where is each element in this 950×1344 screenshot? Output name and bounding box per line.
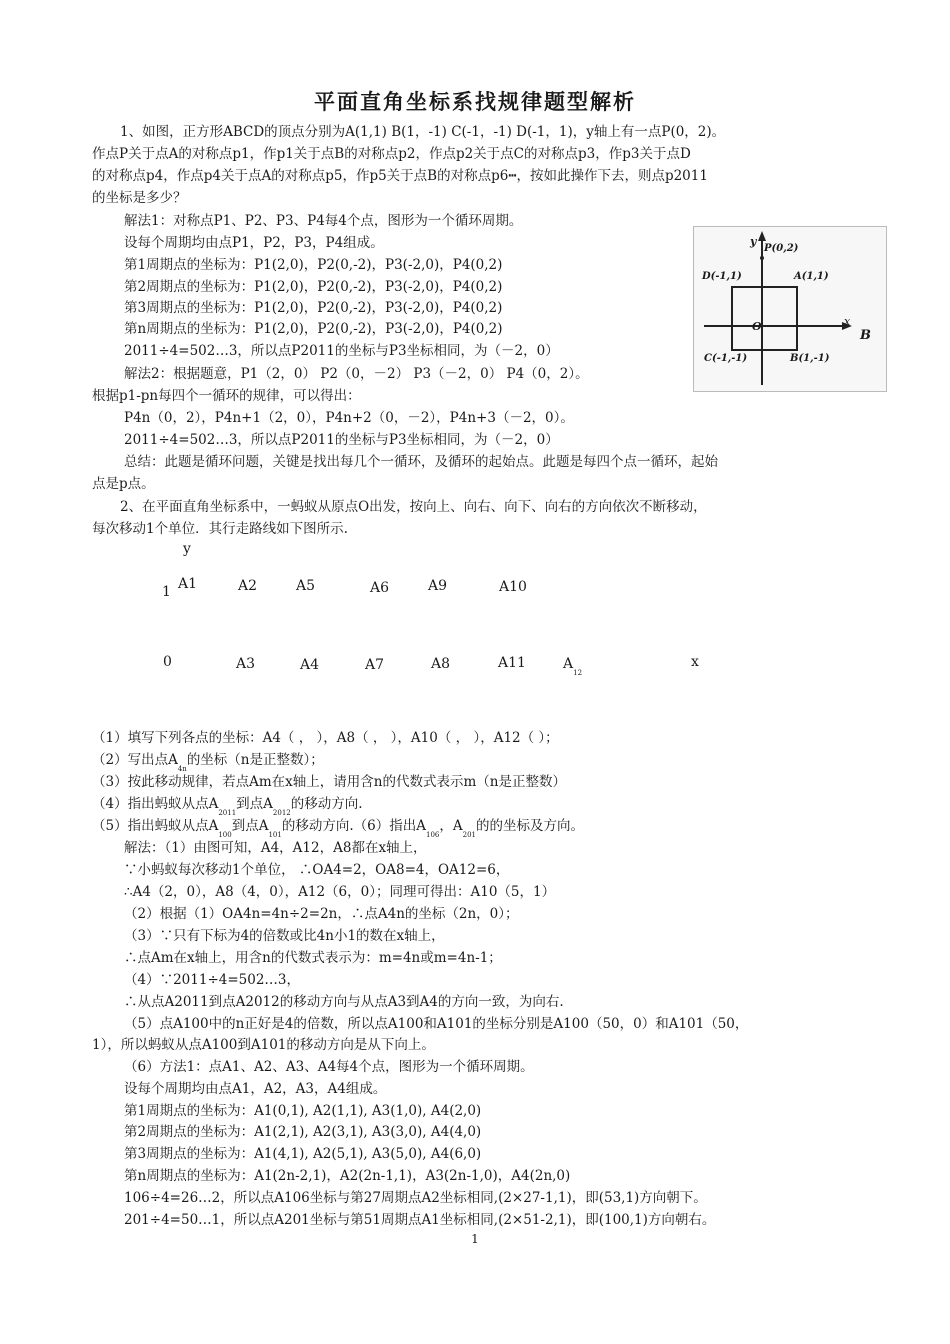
origin-label: 0	[163, 654, 172, 670]
y-axis-label: y	[750, 235, 757, 248]
text-line: 每次移动1个单位．其行走路线如下图所示.	[92, 521, 348, 537]
y-tick-one: 1	[162, 584, 171, 600]
point-a6-label: A6	[370, 580, 390, 596]
point-a4-label: A4	[300, 657, 320, 673]
text-line: ∵小蚂蚁每次移动1个单位， ∴OA4=2，OA8=4，OA12=6，	[124, 862, 510, 878]
point-a3-label: A3	[236, 656, 256, 672]
point-a12-label: $A_{12}$	[563, 656, 583, 677]
question-3: （3）按此移动规律，若点Am在x轴上，请用含n的代数式表示m（n是正整数）	[92, 774, 566, 790]
point-a8-label: A8	[431, 656, 451, 672]
text-line: 总结：此题是循环问题，关键是找出每几个一循环，及循环的起始点。此题是每四个点一循环，起始	[124, 454, 718, 470]
text-line: ∴从点A2011到点A2012的移动方向与从点A3到A4的方向一致，为向右.	[124, 994, 564, 1010]
text-line: ∴点Am在x轴上，用含n的代数式表示为：m=4n或m=4n-1；	[124, 950, 502, 966]
text-line: 解法1：对称点P1、P2、P3、P4每4个点，图形为一个循环周期。	[124, 213, 523, 229]
text-line: （5）点A100中的n正好是4的倍数，所以点A100和A101的坐标分别是A100（50，0）和A101（50，	[124, 1016, 749, 1032]
point-b-outside-label: B	[860, 328, 871, 343]
text-line: （6）方法1：点A1、A2、A3、A4每4个点，图形为一个循环周期。	[124, 1059, 534, 1075]
question-5-6: （5）指出蚂蚁从点$A_{100}$到点$A_{101}$的移动方向.（6）指出$A_{106}$，$A_{201}$的的坐标及方向。	[92, 818, 584, 839]
text-line: 第1周期点的坐标为：P1(2,0)，P2(0,-2)，P3(-2,0)，P4(0,2)	[124, 257, 503, 273]
text-line: 第3周期点的坐标为：A1(4,1), A2(5,1), A3(5,0), A4(6,0)	[124, 1146, 482, 1162]
text-line: （4）∵2011÷4=502…3，	[124, 972, 301, 988]
text-line: 第n周期点的坐标为：P1(2,0)，P2(0,-2)，P3(-2,0)，P4(0,2)	[124, 321, 503, 337]
text-line: 解法2：根据题意，P1（2，0） P2（0，－2） P3（－2，0） P4（0，2）。	[124, 366, 589, 382]
text-line: ∴A4（2，0），A8（4，0），A12（6，0）；同理可得出：A10（5，1）	[124, 884, 556, 900]
page-number: 1	[471, 1232, 479, 1246]
x-axis-label: x	[691, 654, 699, 670]
text-line: 第2周期点的坐标为：A1(2,1), A2(3,1), A3(3,0), A4(4,0)	[124, 1124, 482, 1140]
question-1: （1）填写下列各点的坐标：A4（ ， ），A8（ ， ），A10（ ， ），A12（ ）；	[92, 730, 559, 746]
text-line: （3）∵只有下标为4的倍数或比4n小1的数在x轴上，	[124, 928, 445, 944]
point-a-label: A(1,1)	[794, 271, 829, 282]
text-line: 1），所以蚂蚁从点A100到A101的移动方向是从下向上。	[92, 1037, 435, 1053]
text-line: 作点P关于点A的对称点p1，作p1关于点B的对称点p2，作点p2关于点C的对称点p3，作p3关于点D	[92, 146, 691, 162]
point-d-label: D(-1,1)	[702, 271, 742, 282]
text-line: 1、如图，正方形ABCD的顶点分别为A(1,1) B(1，-1) C(-1，-1) D(-1，1)，y轴上有一点P(0，2)。	[120, 124, 726, 140]
text-line: 106÷4=26…2，所以点A106坐标与第27周期点A2坐标相同,(2×27-1,1)，即(53,1)方向朝下。	[124, 1190, 707, 1206]
question-2: （2）写出点$A_{4n}$的坐标（n是正整数）；	[92, 752, 324, 773]
text-line: 第2周期点的坐标为：P1(2,0)，P2(0,-2)，P3(-2,0)，P4(0,2)	[124, 279, 503, 295]
point-a2-label: A2	[238, 578, 258, 594]
point-b-label: B(1,-1)	[790, 353, 830, 364]
square-figure	[693, 226, 887, 392]
point-p-label: P(0,2)	[764, 243, 799, 254]
text-line: 点是p点。	[92, 476, 155, 492]
point-c-label: C(-1,-1)	[704, 353, 748, 364]
text-line: 设每个周期均由点P1，P2，P3，P4组成。	[124, 235, 384, 251]
point-a5-label: A5	[296, 578, 316, 594]
x-axis-label: x	[844, 315, 851, 328]
text-line: 解法：（1）由图可知，A4，A12，A8都在x轴上，	[124, 840, 427, 856]
point-a11-label: A11	[498, 655, 526, 671]
text-line: 第1周期点的坐标为：A1(0,1), A2(1,1), A3(1,0), A4(2,0)	[124, 1103, 482, 1119]
text-line: 设每个周期均由点A1，A2，A3，A4组成。	[124, 1081, 387, 1097]
text-line: 的对称点p4，作点p4关于点A的对称点p5，作p5关于点B的对称点p6┅，按如此操作下去，则点p2011	[92, 168, 708, 184]
page-title: 平面直角坐标系找规律题型解析	[314, 90, 636, 114]
text-line: 2011÷4=502…3，所以点P2011的坐标与P3坐标相同，为（－2，0）	[124, 432, 559, 448]
text-line: （2）根据（1）OA4n=4n÷2=2n，∴点A4n的坐标（2n，0）；	[124, 906, 519, 922]
text-line: 第3周期点的坐标为：P1(2,0)，P2(0,-2)，P3(-2,0)，P4(0,2)	[124, 300, 503, 316]
origin-label: O	[752, 320, 762, 333]
point-a7-label: A7	[365, 657, 385, 673]
y-axis-label: y	[183, 541, 191, 557]
text-line: 第n周期点的坐标为：A1(2n-2,1)，A2(2n-1,1)，A3(2n-1,0)，A4(2n,0)	[124, 1168, 571, 1184]
question-4: （4）指出蚂蚁从点$A_{2011}$到点$A_{2012}$的移动方向.	[92, 796, 363, 817]
text-line: 根据p1-pn每四个一循环的规律，可以得出：	[92, 388, 361, 404]
text-line: 2、在平面直角坐标系中，一蚂蚁从原点O出发，按向上、向右、向下、向右的方向依次不断移动，	[120, 499, 707, 515]
text-line: 201÷4=50…1，所以点A201坐标与第51周期点A1坐标相同,(2×51-2,1)，即(100,1)方向朝右。	[124, 1212, 716, 1228]
text-line: P4n（0，2），P4n+1（2，0），P4n+2（0，－2），P4n+3（－2，0）。	[124, 410, 574, 426]
point-a10-label: A10	[499, 579, 527, 595]
point-a9-label: A9	[428, 578, 448, 594]
text-line: 2011÷4=502…3，所以点P2011的坐标与P3坐标相同，为（－2，0）	[124, 343, 559, 359]
point-a1-label: A1	[178, 576, 198, 592]
text-line: 的坐标是多少？	[92, 190, 187, 206]
